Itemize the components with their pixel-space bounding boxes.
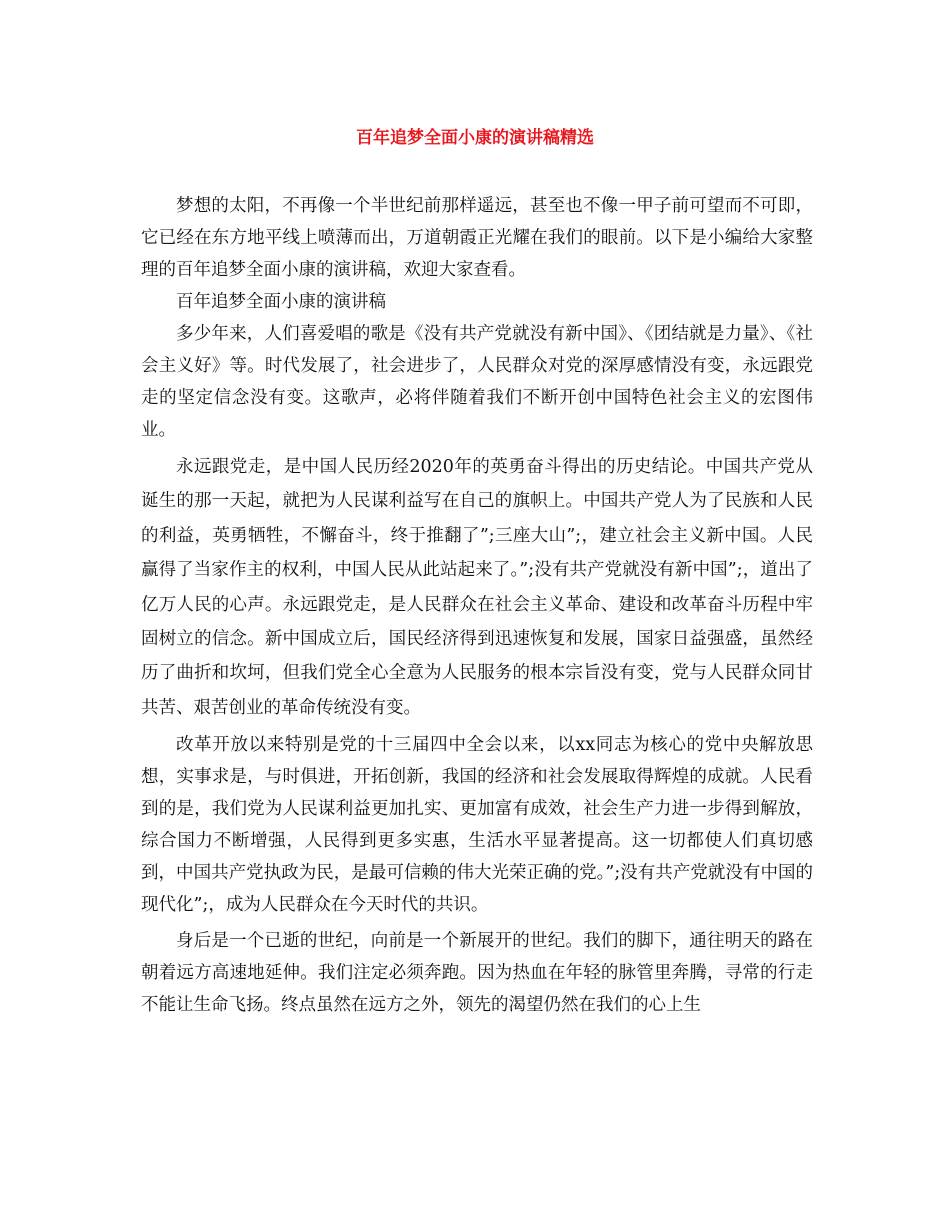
body-paragraph: 多少年来，人们喜爱唱的歌是《没有共产党就没有新中国》、《团结就是力量》、《社会主义好》等。时代发展了，社会进步了，人民群众对党的深厚感情没有变，永远跟党走的坚定信念没有变。这歌声，必将伴随着我们不断开创中国特色社会主义的宏图伟业。 <box>141 324 813 440</box>
intro-paragraph: 梦想的太阳，不再像一个半世纪前那样遥远，甚至也不像一甲子前可望而不可即，它已经在东方地平线上喷薄而出，万道朝霞正光耀在我们的眼前。以下是小编给大家整理的百年追梦全面小康的演讲稿，欢迎大家查看。 <box>141 196 813 280</box>
body-paragraph: 改革开放以来特别是党的十三届四中全会以来，以xx同志为核心的党中央解放思想，实事求是，与时俱进，开拓创新，我国的经济和社会发展取得辉煌的成就。人民看到的是，我们党为人民谋利益更加扎实、更加富有成效，社会生产力进一步得到解放，综合国力不断增强，人民得到更多实惠，生活水平显著提高。这一切都使人们真切感到，中国共产党执政为民，是最可信赖的伟大光荣正确的党。”;没有共产党就没有中国的现代化”;，成为人民群众在今天时代的共识。 <box>141 735 813 916</box>
document-title: 百年追梦全面小康的演讲稿精选 <box>356 128 594 148</box>
document-body <box>141 190 813 1021</box>
speech-heading: 百年追梦全面小康的演讲稿 <box>176 292 386 312</box>
body-paragraph: 永远跟党走，是中国人民历经2020年的英勇奋斗得出的历史结论。中国共产党从诞生的那一天起，就把为人民谋利益写在自己的旗帜上。中国共产党人为了民族和人民的利益，英勇牺牲，不懈奋斗，终于推翻了”;三座大山”;，建立社会主义新中国。人民赢得了当家作主的权利，中国人民从此站起来了。”;没有共产党就没有新中国”;，道出了亿万人民的心声。永远跟党走，是人民群众在社会主义革命、建设和改革奋斗历程中牢固树立的信念。新中国成立后，国民经济得到迅速恢复和发展，国家日益强盛，虽然经历了曲折和坎坷，但我们党全心全意为人民服务的根本宗旨没有变，党与人民群众同甘共苦、艰苦创业的革命传统没有变。 <box>141 457 813 718</box>
body-paragraph: 身后是一个已逝的世纪，向前是一个新展开的世纪。我们的脚下，通往明天的路在朝着远方高速地延伸。我们注定必须奔跑。因为热血在年轻的脉管里奔腾，寻常的行走不能让生命飞扬。终点虽然在远方之外，领先的渴望仍然在我们的心上生 <box>141 931 813 1016</box>
